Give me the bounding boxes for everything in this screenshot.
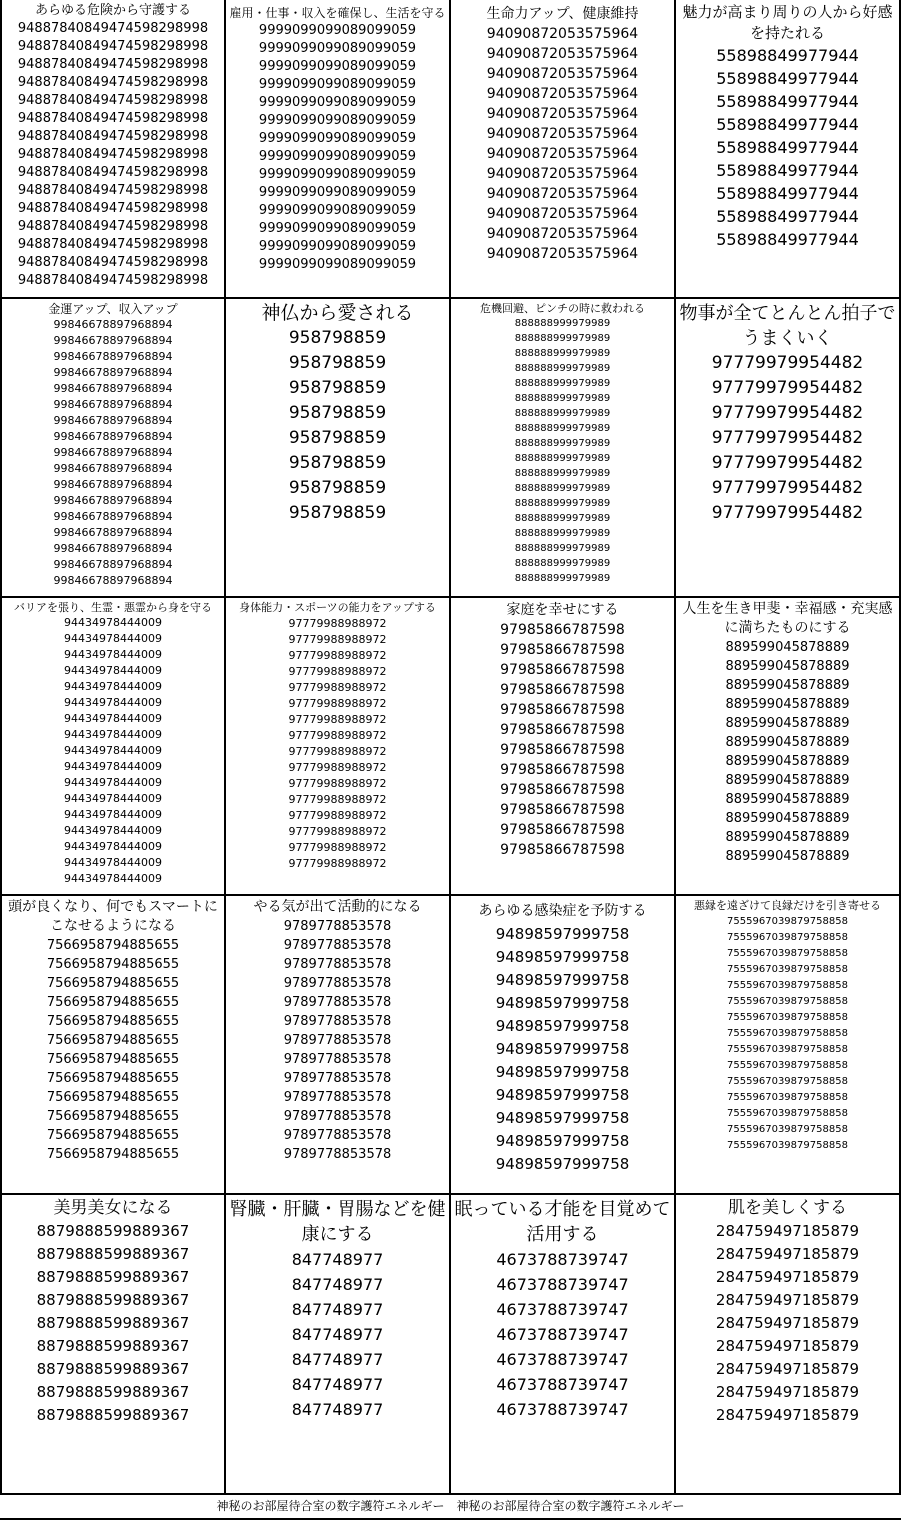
talisman-number: 55898849977944 <box>716 161 859 180</box>
talisman-number: 97985866787598 <box>500 742 625 758</box>
talisman-cell <box>451 4 674 295</box>
talisman-number: 9999099099089099059 <box>258 23 417 38</box>
talisman-number: 958798859 <box>288 503 387 523</box>
talisman-number: 888888999979989 <box>514 468 611 479</box>
talisman-number: 94887840849474598298998 <box>17 255 209 270</box>
talisman-number: 958798859 <box>288 478 387 498</box>
talisman-cell <box>451 600 674 892</box>
talisman-number: 94434978444009 <box>64 680 162 693</box>
talisman-number: 97779988988972 <box>288 761 387 774</box>
talisman-number: 94887840849474598298998 <box>17 93 209 108</box>
talisman-number: 94887840849474598298998 <box>17 57 209 72</box>
talisman-number: 99846678897968894 <box>53 526 173 539</box>
talisman-number: 99846678897968894 <box>53 494 173 507</box>
talisman-number: 97779988988972 <box>288 745 387 758</box>
talisman-number: 94898597999758 <box>495 1017 630 1035</box>
talisman-number: 284759497185879 <box>715 1291 860 1309</box>
talisman-number: 888888999979989 <box>514 483 611 494</box>
talisman-number: 94887840849474598298998 <box>17 165 209 180</box>
talisman-number: 889599045878889 <box>725 697 850 712</box>
talisman-number: 94434978444009 <box>64 632 162 645</box>
talisman-title: 危機回避、ピンチの時に救われる <box>480 302 645 315</box>
talisman-number: 7555967039879758858 <box>727 932 848 943</box>
talisman-cell <box>2 1197 224 1487</box>
talisman-cell <box>226 301 449 594</box>
talisman-number: 94887840849474598298998 <box>17 129 209 144</box>
talisman-number: 99846678897968894 <box>53 446 173 459</box>
talisman-number: 4673788739747 <box>496 1325 629 1344</box>
talisman-number: 7566958794885655 <box>46 957 180 972</box>
talisman-title: バリアを張り、生霊・悪霊から身を守る <box>14 601 212 614</box>
talisman-title: あらゆる感染症を予防する <box>478 903 647 919</box>
talisman-number: 97779988988972 <box>288 617 387 630</box>
talisman-number: 94434978444009 <box>64 760 162 773</box>
talisman-number: 97779988988972 <box>288 825 387 838</box>
talisman-cell <box>676 1197 899 1487</box>
talisman-number: 94090872053575964 <box>486 166 639 182</box>
talisman-number: 889599045878889 <box>725 773 850 788</box>
talisman-number: 8879888599889367 <box>36 1383 190 1401</box>
talisman-number: 889599045878889 <box>725 640 850 655</box>
talisman-number: 7555967039879758858 <box>727 1092 848 1103</box>
talisman-number: 8879888599889367 <box>36 1360 190 1378</box>
talisman-number: 284759497185879 <box>715 1383 860 1401</box>
talisman-number: 9999099099089099059 <box>258 59 417 74</box>
talisman-number: 958798859 <box>288 453 387 473</box>
talisman-number: 847748977 <box>291 1325 384 1344</box>
talisman-number: 99846678897968894 <box>53 478 173 491</box>
talisman-number: 55898849977944 <box>716 184 859 203</box>
talisman-number: 888888999979989 <box>514 333 611 344</box>
talisman-cell <box>2 898 224 1191</box>
talisman-number: 889599045878889 <box>725 849 850 864</box>
grid-line <box>0 297 901 299</box>
talisman-cell <box>451 1197 674 1487</box>
talisman-number: 99846678897968894 <box>53 350 173 363</box>
talisman-number: 97985866787598 <box>500 802 625 818</box>
talisman-number: 99846678897968894 <box>53 510 173 523</box>
talisman-title: 金運アップ、収入アップ <box>48 302 178 316</box>
talisman-number: 958798859 <box>288 378 387 398</box>
talisman-title: 美男美女になる <box>53 1198 173 1218</box>
talisman-number: 99846678897968894 <box>53 542 173 555</box>
talisman-number: 8879888599889367 <box>36 1268 190 1286</box>
talisman-number: 847748977 <box>291 1375 384 1394</box>
talisman-number: 7566958794885655 <box>46 1071 180 1086</box>
talisman-title: 魅力が高まり周りの人から好感を持たれる <box>682 3 893 42</box>
talisman-number: 7566958794885655 <box>46 1090 180 1105</box>
talisman-number: 9999099099089099059 <box>258 239 417 254</box>
talisman-number: 97779988988972 <box>288 681 387 694</box>
talisman-number: 4673788739747 <box>496 1375 629 1394</box>
talisman-number: 97779988988972 <box>288 809 387 822</box>
talisman-number: 97779988988972 <box>288 777 387 790</box>
talisman-title: 肌を美しくする <box>728 1198 847 1218</box>
talisman-number: 99846678897968894 <box>53 366 173 379</box>
talisman-number: 55898849977944 <box>716 92 859 111</box>
talisman-number: 8879888599889367 <box>36 1222 190 1240</box>
talisman-cell <box>226 1197 449 1487</box>
talisman-number: 9789778853578 <box>283 957 392 972</box>
talisman-number: 7566958794885655 <box>46 1128 180 1143</box>
talisman-number: 958798859 <box>288 328 387 348</box>
talisman-number: 8879888599889367 <box>36 1406 190 1424</box>
talisman-number: 284759497185879 <box>715 1337 860 1355</box>
talisman-number: 94090872053575964 <box>486 146 639 162</box>
talisman-number: 94434978444009 <box>64 744 162 757</box>
talisman-number: 97779988988972 <box>288 697 387 710</box>
talisman-number: 4673788739747 <box>496 1275 629 1294</box>
talisman-number: 97779979954482 <box>711 453 864 473</box>
talisman-title: やる気が出て活動的になる <box>253 899 422 915</box>
talisman-number: 94090872053575964 <box>486 26 639 42</box>
talisman-number: 7555967039879758858 <box>727 948 848 959</box>
talisman-number: 888888999979989 <box>514 513 611 524</box>
talisman-number: 7555967039879758858 <box>727 1028 848 1039</box>
talisman-cell <box>226 600 449 892</box>
talisman-number: 94887840849474598298998 <box>17 183 209 198</box>
talisman-cell <box>226 898 449 1191</box>
talisman-number: 55898849977944 <box>716 69 859 88</box>
talisman-number: 94898597999758 <box>495 948 630 966</box>
talisman-number: 94434978444009 <box>64 648 162 661</box>
talisman-title: あらゆる危険から守護する <box>34 3 191 18</box>
talisman-cell <box>676 2 899 295</box>
talisman-number: 847748977 <box>291 1350 384 1369</box>
talisman-number: 7566958794885655 <box>46 995 180 1010</box>
talisman-number: 9999099099089099059 <box>258 77 417 92</box>
talisman-number: 889599045878889 <box>725 678 850 693</box>
talisman-title: 眠っている才能を目覚めて活用する <box>454 1199 671 1245</box>
talisman-number: 284759497185879 <box>715 1245 860 1263</box>
talisman-number: 7555967039879758858 <box>727 964 848 975</box>
talisman-cell <box>676 301 899 594</box>
talisman-number: 97985866787598 <box>500 782 625 798</box>
talisman-number: 94090872053575964 <box>486 246 639 262</box>
talisman-number: 889599045878889 <box>725 735 850 750</box>
talisman-title: 腎臓・肝臓・胃腸などを健康にする <box>229 1199 446 1245</box>
talisman-title: 身体能力・スポーツの能力をアップする <box>239 601 436 614</box>
talisman-number: 99846678897968894 <box>53 462 173 475</box>
talisman-number: 284759497185879 <box>715 1268 860 1286</box>
talisman-number: 9789778853578 <box>283 1033 392 1048</box>
talisman-number: 7555967039879758858 <box>727 1124 848 1135</box>
talisman-number: 958798859 <box>288 403 387 423</box>
talisman-number: 9789778853578 <box>283 1014 392 1029</box>
talisman-number: 8879888599889367 <box>36 1291 190 1309</box>
grid-line <box>0 894 901 896</box>
talisman-number: 4673788739747 <box>496 1300 629 1319</box>
talisman-number: 847748977 <box>291 1300 384 1319</box>
talisman-number: 97779979954482 <box>711 428 864 448</box>
talisman-number: 97985866787598 <box>500 702 625 718</box>
talisman-number: 888888999979989 <box>514 498 611 509</box>
talisman-number: 55898849977944 <box>716 230 859 249</box>
talisman-number: 9789778853578 <box>283 976 392 991</box>
talisman-number: 284759497185879 <box>715 1360 860 1378</box>
talisman-number: 94434978444009 <box>64 856 162 869</box>
talisman-number: 7555967039879758858 <box>727 980 848 991</box>
talisman-number: 94898597999758 <box>495 1132 630 1150</box>
talisman-number: 9999099099089099059 <box>258 257 417 272</box>
talisman-number: 7566958794885655 <box>46 938 180 953</box>
talisman-number: 9789778853578 <box>283 919 392 934</box>
talisman-number: 7555967039879758858 <box>727 1108 848 1119</box>
talisman-number: 888888999979989 <box>514 543 611 554</box>
talisman-number: 9999099099089099059 <box>258 167 417 182</box>
grid-line <box>0 1493 901 1495</box>
talisman-number: 8879888599889367 <box>36 1337 190 1355</box>
talisman-number: 97779988988972 <box>288 857 387 870</box>
talisman-number: 889599045878889 <box>725 830 850 845</box>
talisman-number: 9999099099089099059 <box>258 41 417 56</box>
talisman-number: 94090872053575964 <box>486 186 639 202</box>
talisman-number: 888888999979989 <box>514 573 611 584</box>
talisman-number: 97985866787598 <box>500 662 625 678</box>
talisman-number: 889599045878889 <box>725 716 850 731</box>
talisman-number: 7555967039879758858 <box>727 996 848 1007</box>
talisman-title: 物事が全てとんとん拍子でうまくいく <box>679 303 896 349</box>
talisman-number: 847748977 <box>291 1250 384 1269</box>
talisman-title: 雇用・仕事・収入を確保し、生活を守る <box>229 6 446 20</box>
talisman-number: 97779979954482 <box>711 403 864 423</box>
talisman-number: 7555967039879758858 <box>727 1076 848 1087</box>
talisman-number: 94898597999758 <box>495 971 630 989</box>
talisman-number: 9999099099089099059 <box>258 203 417 218</box>
talisman-number: 9999099099089099059 <box>258 113 417 128</box>
talisman-number: 7555967039879758858 <box>727 916 848 927</box>
talisman-number: 284759497185879 <box>715 1222 860 1240</box>
talisman-number: 7566958794885655 <box>46 976 180 991</box>
talisman-cell <box>2 600 224 892</box>
talisman-title: 神仏から愛される <box>261 302 414 324</box>
talisman-number: 94434978444009 <box>64 664 162 677</box>
talisman-number: 9789778853578 <box>283 1109 392 1124</box>
talisman-number: 9789778853578 <box>283 938 392 953</box>
talisman-number: 4673788739747 <box>496 1350 629 1369</box>
talisman-number: 97985866787598 <box>500 642 625 658</box>
talisman-number: 94090872053575964 <box>486 206 639 222</box>
talisman-number: 888888999979989 <box>514 453 611 464</box>
talisman-title: 頭が良くなり、何でもスマートにこなせるようになる <box>8 899 218 934</box>
talisman-number: 97779988988972 <box>288 633 387 646</box>
talisman-number: 97779979954482 <box>711 503 864 523</box>
talisman-number: 9999099099089099059 <box>258 221 417 236</box>
talisman-number: 94898597999758 <box>495 994 630 1012</box>
talisman-number: 99846678897968894 <box>53 430 173 443</box>
talisman-number: 55898849977944 <box>716 207 859 226</box>
talisman-number: 888888999979989 <box>514 528 611 539</box>
talisman-number: 55898849977944 <box>716 46 859 65</box>
talisman-number: 94090872053575964 <box>486 226 639 242</box>
talisman-cell <box>226 4 449 295</box>
talisman-number: 94898597999758 <box>495 1109 630 1127</box>
talisman-number: 4673788739747 <box>496 1250 629 1269</box>
talisman-number: 889599045878889 <box>725 659 850 674</box>
talisman-number: 94434978444009 <box>64 824 162 837</box>
talisman-number: 97985866787598 <box>500 762 625 778</box>
talisman-number: 9789778853578 <box>283 1090 392 1105</box>
talisman-number: 94434978444009 <box>64 728 162 741</box>
talisman-number: 8879888599889367 <box>36 1245 190 1263</box>
talisman-number: 94898597999758 <box>495 1086 630 1104</box>
footer-caption: 神秘のお部屋待合室の数字護符エネルギー 神秘のお部屋待合室の数字護符エネルギー <box>216 1499 685 1513</box>
talisman-number: 94887840849474598298998 <box>17 147 209 162</box>
talisman-number: 889599045878889 <box>725 811 850 826</box>
talisman-number: 888888999979989 <box>514 423 611 434</box>
talisman-number: 97985866787598 <box>500 842 625 858</box>
talisman-number: 97779988988972 <box>288 729 387 742</box>
talisman-number: 7566958794885655 <box>46 1052 180 1067</box>
talisman-number: 7555967039879758858 <box>727 1012 848 1023</box>
talisman-title: 家庭を幸せにする <box>506 602 619 618</box>
grid-line <box>0 1193 901 1195</box>
talisman-number: 94090872053575964 <box>486 66 639 82</box>
talisman-number: 888888999979989 <box>514 348 611 359</box>
talisman-number: 9999099099089099059 <box>258 149 417 164</box>
talisman-number: 94887840849474598298998 <box>17 39 209 54</box>
talisman-number: 99846678897968894 <box>53 558 173 571</box>
talisman-number: 97779979954482 <box>711 353 864 373</box>
talisman-number: 9789778853578 <box>283 995 392 1010</box>
talisman-number: 94434978444009 <box>64 696 162 709</box>
talisman-number: 9999099099089099059 <box>258 131 417 146</box>
talisman-number: 9999099099089099059 <box>258 95 417 110</box>
talisman-number: 888888999979989 <box>514 378 611 389</box>
talisman-number: 94898597999758 <box>495 1063 630 1081</box>
talisman-title: 人生を生き甲斐・幸福感・充実感に満ちたものにする <box>682 601 893 636</box>
talisman-number: 7566958794885655 <box>46 1033 180 1048</box>
talisman-number: 97985866787598 <box>500 682 625 698</box>
talisman-number: 7566958794885655 <box>46 1109 180 1124</box>
talisman-number: 94090872053575964 <box>486 46 639 62</box>
talisman-number: 7566958794885655 <box>46 1014 180 1029</box>
talisman-number: 94434978444009 <box>64 776 162 789</box>
talisman-number: 888888999979989 <box>514 558 611 569</box>
talisman-number: 94887840849474598298998 <box>17 201 209 216</box>
talisman-number: 7555967039879758858 <box>727 1140 848 1151</box>
talisman-number: 97779979954482 <box>711 378 864 398</box>
talisman-cell <box>451 301 674 594</box>
talisman-number: 94434978444009 <box>64 808 162 821</box>
talisman-number: 9789778853578 <box>283 1071 392 1086</box>
talisman-number: 7555967039879758858 <box>727 1060 848 1071</box>
talisman-number: 958798859 <box>288 428 387 448</box>
talisman-number: 94887840849474598298998 <box>17 75 209 90</box>
talisman-number: 9999099099089099059 <box>258 185 417 200</box>
talisman-number: 888888999979989 <box>514 438 611 449</box>
talisman-number: 97985866787598 <box>500 822 625 838</box>
talisman-number: 889599045878889 <box>725 754 850 769</box>
talisman-number: 847748977 <box>291 1275 384 1294</box>
talisman-number: 99846678897968894 <box>53 414 173 427</box>
talisman-number: 8879888599889367 <box>36 1314 190 1332</box>
talisman-number: 9789778853578 <box>283 1147 392 1162</box>
talisman-number: 9789778853578 <box>283 1128 392 1143</box>
talisman-number: 7566958794885655 <box>46 1147 180 1162</box>
talisman-cell <box>676 600 899 892</box>
talisman-number: 94887840849474598298998 <box>17 111 209 126</box>
talisman-number: 94887840849474598298998 <box>17 237 209 252</box>
talisman-number: 94090872053575964 <box>486 126 639 142</box>
talisman-number: 97779988988972 <box>288 713 387 726</box>
talisman-number: 97779979954482 <box>711 478 864 498</box>
talisman-number: 94898597999758 <box>495 1155 630 1173</box>
talisman-number: 889599045878889 <box>725 792 850 807</box>
talisman-number: 97779988988972 <box>288 793 387 806</box>
talisman-number: 94887840849474598298998 <box>17 21 209 36</box>
talisman-title: 生命力アップ、健康維持 <box>486 6 639 22</box>
talisman-number: 888888999979989 <box>514 318 611 329</box>
talisman-number: 94434978444009 <box>64 616 162 629</box>
talisman-number: 94434978444009 <box>64 792 162 805</box>
talisman-number: 99846678897968894 <box>53 334 173 347</box>
talisman-number: 9789778853578 <box>283 1052 392 1067</box>
talisman-cell <box>676 898 899 1191</box>
talisman-number: 99846678897968894 <box>53 574 173 587</box>
talisman-number: 4673788739747 <box>496 1400 629 1419</box>
talisman-number: 888888999979989 <box>514 393 611 404</box>
grid-line <box>0 596 901 598</box>
talisman-number: 888888999979989 <box>514 363 611 374</box>
talisman-number: 99846678897968894 <box>53 318 173 331</box>
talisman-number: 55898849977944 <box>716 115 859 134</box>
talisman-number: 94898597999758 <box>495 925 630 943</box>
talisman-number: 97779988988972 <box>288 649 387 662</box>
talisman-title: 悪縁を遠ざけて良縁だけを引き寄せる <box>694 899 881 912</box>
talisman-number: 94434978444009 <box>64 840 162 853</box>
talisman-number: 888888999979989 <box>514 408 611 419</box>
talisman-cell <box>2 301 224 594</box>
talisman-number: 94898597999758 <box>495 1040 630 1058</box>
talisman-number: 55898849977944 <box>716 138 859 157</box>
talisman-number: 99846678897968894 <box>53 382 173 395</box>
talisman-number: 97985866787598 <box>500 622 625 638</box>
talisman-number: 99846678897968894 <box>53 398 173 411</box>
talisman-number: 94887840849474598298998 <box>17 273 209 288</box>
talisman-number: 958798859 <box>288 353 387 373</box>
talisman-number: 94090872053575964 <box>486 106 639 122</box>
talisman-number: 847748977 <box>291 1400 384 1419</box>
talisman-number: 94887840849474598298998 <box>17 219 209 234</box>
talisman-number: 97985866787598 <box>500 722 625 738</box>
talisman-number: 94434978444009 <box>64 712 162 725</box>
talisman-number: 97779988988972 <box>288 841 387 854</box>
talisman-number: 284759497185879 <box>715 1314 860 1332</box>
talisman-number: 97779988988972 <box>288 665 387 678</box>
talisman-number: 7555967039879758858 <box>727 1044 848 1055</box>
talisman-number: 94434978444009 <box>64 872 162 885</box>
talisman-number: 94090872053575964 <box>486 86 639 102</box>
talisman-cell <box>451 900 674 1191</box>
talisman-number: 284759497185879 <box>715 1406 860 1424</box>
talisman-cell <box>2 2 224 295</box>
